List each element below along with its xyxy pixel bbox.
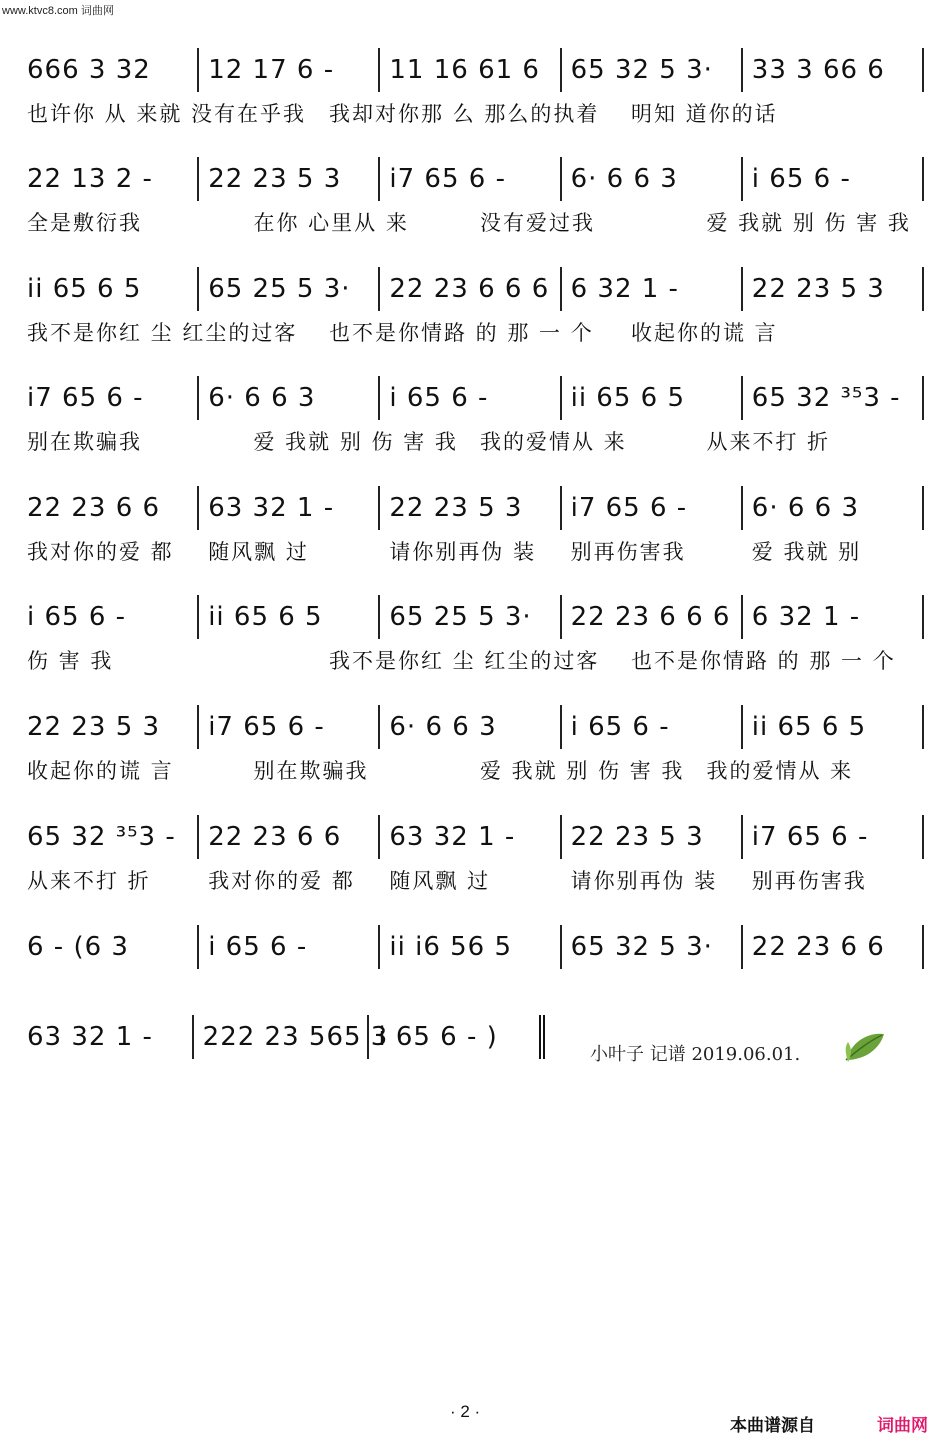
measure: ii 65 6 5 (199, 595, 380, 639)
notation-line (0, 157, 945, 205)
measure: 65 32 ³⁵3 - (18, 815, 199, 859)
score-row (0, 267, 945, 371)
measure: i 65 6 - ) (369, 1015, 545, 1059)
score-row (0, 157, 945, 261)
score-row (0, 595, 945, 699)
lyric-phrase: 请你别再伪 装 (389, 540, 537, 564)
measure: 22 23 6 6 (199, 815, 380, 859)
measure: i7 65 6 - (199, 705, 380, 749)
notation-line (0, 267, 945, 315)
notation-line (0, 486, 945, 534)
lyric-phrase: 我却对你那 么 那么的执着 (329, 102, 600, 126)
measure: 11 16 61 6 (380, 48, 561, 92)
measure: 63 32 1 - (199, 486, 380, 530)
leaf-icon (842, 1026, 888, 1066)
lyric-phrase: 伤 害 我 (27, 649, 114, 673)
lyric-phrase: 爱 我就 别 伤 害 我 (253, 430, 458, 454)
notation-line (0, 1015, 945, 1063)
score-row (0, 705, 945, 809)
score-row (0, 815, 945, 919)
score-row (0, 376, 945, 480)
lyric-phrase: 从来不打 折 (706, 430, 831, 454)
notation-line (0, 815, 945, 863)
lyric-phrase: 明知 道你的话 (631, 102, 778, 126)
score-row (0, 48, 945, 152)
measure: 6 - (6 3 (18, 925, 199, 969)
measure: i 65 6 - (562, 705, 743, 749)
lyric-line (0, 645, 945, 675)
source-label: 本曲谱源自 (730, 1416, 815, 1436)
lyric-phrase: 别在欺骗我 (253, 759, 369, 783)
lyric-phrase: 爱 我就 别 (751, 540, 862, 564)
measure: ii 65 6 5 (743, 705, 924, 749)
score-row (0, 925, 945, 1029)
transcriber-credit: 小叶子 记谱 2019.06.01. (590, 1044, 801, 1065)
lyric-line (0, 865, 945, 895)
measure: 6 32 1 - (743, 595, 924, 639)
measure: 12 17 6 - (199, 48, 380, 92)
score-row (0, 1015, 945, 1119)
measure: i 65 6 - (199, 925, 380, 969)
lyric-phrase: 别再伤害我 (751, 869, 867, 893)
notation-line (0, 595, 945, 643)
lyric-phrase: 全是敷衍我 (27, 211, 142, 235)
measure: i7 65 6 - (380, 157, 561, 201)
measure: ii i6 56 5 (380, 925, 561, 969)
measure: 6· 6 6 3 (199, 376, 380, 420)
lyric-phrase: 爱 我就 别 伤 害 我 (706, 211, 911, 235)
lyric-phrase: 我不是你红 尘 红尘的过客 (329, 649, 600, 673)
lyric-phrase: 从来不打 折 (27, 869, 151, 893)
measure: 65 25 5 3· (380, 595, 561, 639)
lyric-phrase: 我的爱情从 来 (480, 430, 627, 454)
measure: 666 3 32 (18, 48, 199, 92)
measure: 22 23 5 3 (199, 157, 380, 201)
lyric-line (0, 317, 945, 347)
measure: 22 23 5 3 (743, 267, 924, 311)
measure: 6· 6 6 3 (380, 705, 561, 749)
lyric-phrase: 也不是你情路 的 那 一 个 (631, 649, 896, 673)
lyric-phrase: 随风飘 过 (389, 869, 491, 893)
measure: 65 32 5 3· (562, 925, 743, 969)
lyric-phrase: 请你别再伪 装 (570, 869, 718, 893)
notation-line (0, 705, 945, 753)
lyric-phrase: 收起你的谎 言 (27, 759, 174, 783)
lyric-phrase: 也不是你情路 的 那 一 个 (329, 321, 594, 345)
measure: i 65 6 - (743, 157, 924, 201)
measure: 63 32 1 - (380, 815, 561, 859)
lyric-line (0, 207, 945, 237)
lyric-line (0, 426, 945, 456)
lyric-phrase: 别在欺骗我 (27, 430, 142, 454)
lyric-phrase: 没有爱过我 (480, 211, 595, 235)
lyric-phrase: 也许你 从 来就 没有在乎我 (27, 102, 307, 126)
measure: 65 32 ³⁵3 - (743, 376, 924, 420)
lyric-line (0, 755, 945, 785)
measure: 22 23 6 6 6 (380, 267, 561, 311)
measure: ii 65 6 5 (18, 267, 199, 311)
measure: i 65 6 - (18, 595, 199, 639)
measure: 22 23 6 6 (18, 486, 199, 530)
site-watermark: www.ktvc8.com 词曲网 (2, 5, 114, 17)
measure: 6· 6 6 3 (743, 486, 924, 530)
lyric-phrase: 我对你的爱 都 (208, 869, 355, 893)
measure: 22 23 5 3 (380, 486, 561, 530)
measure: 6· 6 6 3 (562, 157, 743, 201)
lyric-line (0, 536, 945, 566)
measure: 22 23 5 3 (562, 815, 743, 859)
score-row (0, 486, 945, 590)
lyric-phrase: 爱 我就 别 伤 害 我 (480, 759, 685, 783)
measure: i7 65 6 - (18, 376, 199, 420)
measure: i7 65 6 - (743, 815, 924, 859)
measure: 22 13 2 - (18, 157, 199, 201)
lyric-phrase: 我对你的爱 都 (27, 540, 174, 564)
measure: 33 3 66 6 (743, 48, 924, 92)
lyric-phrase: 我的爱情从 来 (706, 759, 854, 783)
lyric-phrase: 收起你的谎 言 (631, 321, 778, 345)
measure: 65 25 5 3· (199, 267, 380, 311)
notation-line (0, 376, 945, 424)
notation-line (0, 48, 945, 96)
lyric-phrase: 别再伤害我 (570, 540, 686, 564)
measure: 222 23 565 3 (194, 1015, 370, 1059)
measure: 22 23 6 6 6 (562, 595, 743, 639)
page-number: · 2 · (450, 1402, 481, 1421)
notation-line (0, 925, 945, 973)
brand-label: 词曲网 (877, 1416, 928, 1436)
lyric-line (0, 98, 945, 128)
measure: 63 32 1 - (18, 1015, 194, 1059)
measure: 22 23 5 3 (18, 705, 199, 749)
lyric-phrase: 随风飘 过 (208, 540, 309, 564)
measure: 65 32 5 3· (562, 48, 743, 92)
measure: 22 23 6 6 (743, 925, 924, 969)
measure: ii 65 6 5 (562, 376, 743, 420)
measure: 6 32 1 - (562, 267, 743, 311)
measure: i 65 6 - (380, 376, 561, 420)
lyric-phrase: 我不是你红 尘 红尘的过客 (27, 321, 298, 345)
lyric-phrase: 在你 心里从 来 (253, 211, 409, 235)
measure: i7 65 6 - (562, 486, 743, 530)
